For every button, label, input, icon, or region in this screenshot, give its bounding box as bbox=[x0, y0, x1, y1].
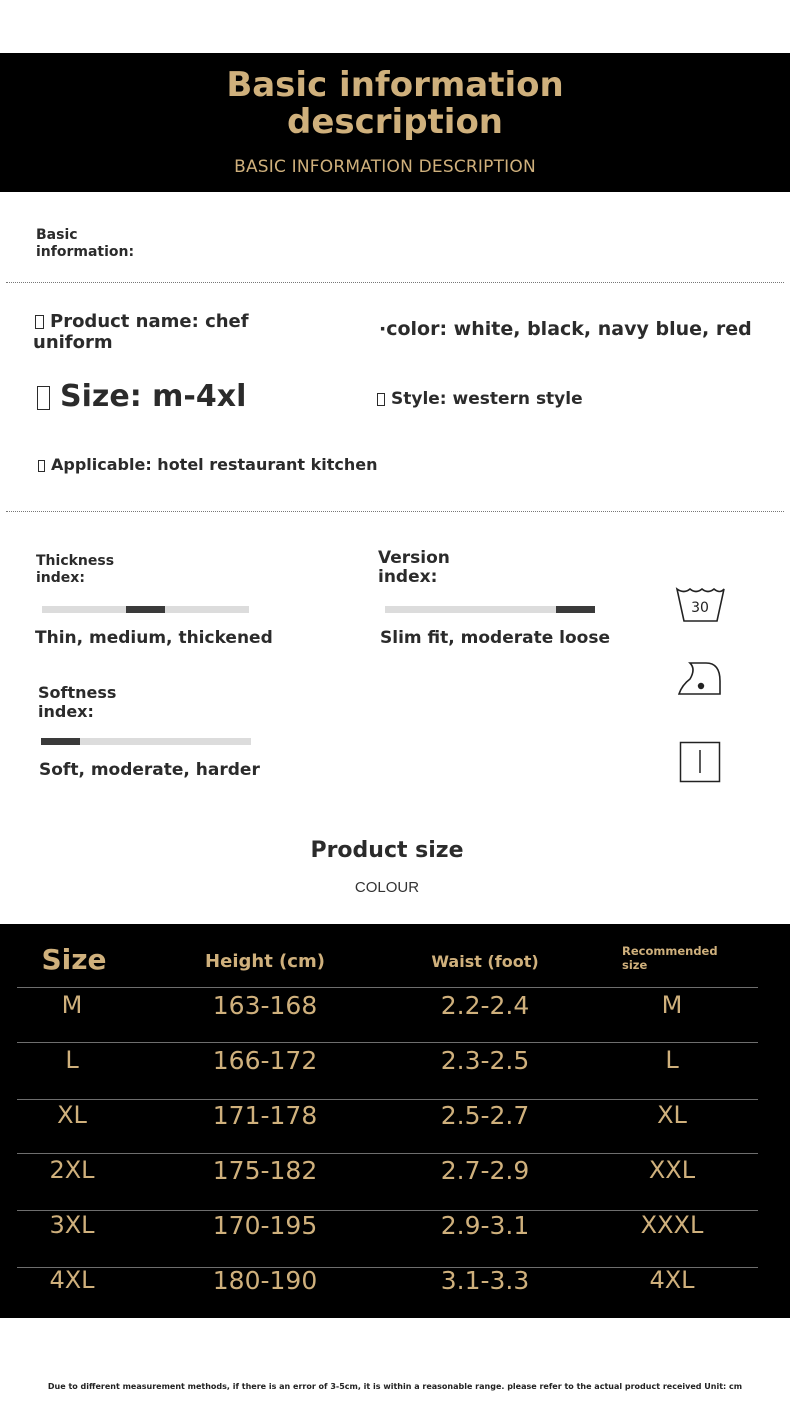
product-name-line1: Product name: chef bbox=[50, 311, 249, 332]
cell-height: 166-172 bbox=[212, 1046, 318, 1075]
header-recommended-line2: size bbox=[622, 958, 648, 972]
bullet-box-icon bbox=[38, 460, 45, 472]
cell-size: L bbox=[65, 1046, 79, 1074]
basic-info-label-line1: Basic bbox=[36, 227, 78, 243]
cell-height: 175-182 bbox=[212, 1156, 318, 1185]
thickness-index-label bbox=[36, 553, 114, 587]
bullet-box-icon bbox=[377, 393, 385, 406]
iron-low-icon bbox=[676, 659, 724, 697]
version-label-line1: Version bbox=[378, 548, 450, 568]
bullet-box-icon bbox=[37, 386, 50, 410]
wash-temperature: 30 bbox=[691, 600, 709, 616]
thickness-index-marker bbox=[126, 606, 165, 613]
cell-height: 170-195 bbox=[212, 1211, 318, 1240]
table-row-divider bbox=[17, 1153, 758, 1154]
header-height: Height (cm) bbox=[205, 951, 325, 972]
table-row-divider bbox=[17, 987, 758, 988]
product-size-range bbox=[37, 379, 246, 415]
table-row-divider bbox=[17, 1042, 758, 1043]
thickness-label-line2: index: bbox=[36, 570, 85, 586]
wash-30-icon bbox=[674, 585, 726, 625]
version-index-marker bbox=[556, 606, 595, 613]
softness-label-line1: Softness bbox=[38, 683, 117, 702]
softness-label-line2: index: bbox=[38, 702, 94, 721]
page-subtitle: BASIC INFORMATION DESCRIPTION bbox=[234, 157, 536, 177]
cell-height: 180-190 bbox=[212, 1266, 318, 1295]
cell-waist: 3.1-3.3 bbox=[440, 1266, 530, 1295]
cell-size: 2XL bbox=[49, 1156, 95, 1184]
title-line-1: Basic information bbox=[226, 65, 564, 105]
title-line-2: description bbox=[286, 102, 504, 142]
cell-size: M bbox=[61, 991, 83, 1019]
table-row-divider bbox=[17, 1099, 758, 1100]
product-applicable-text: Applicable: hotel restaurant kitchen bbox=[51, 455, 378, 474]
thickness-index-bar bbox=[42, 606, 249, 613]
footnote: Due to different measurement methods, if there is an error of 3-5cm, it is within a reasonable range. please refer to the actual product received Unit: cm bbox=[47, 1382, 743, 1391]
basic-info-label-line2: information: bbox=[36, 244, 135, 260]
softness-index-label bbox=[38, 683, 116, 721]
drip-dry-icon bbox=[679, 741, 722, 783]
cell-size: 4XL bbox=[49, 1266, 95, 1294]
cell-recommended: XXXL bbox=[640, 1211, 704, 1239]
header-recommended-line1: Recommended bbox=[622, 944, 718, 958]
version-index-label bbox=[378, 549, 450, 587]
cell-waist: 2.2-2.4 bbox=[440, 991, 530, 1020]
product-size-subtitle: COLOUR bbox=[354, 879, 420, 896]
cell-size: 3XL bbox=[49, 1211, 95, 1239]
size-table bbox=[0, 924, 790, 1318]
product-style-text: Style: western style bbox=[391, 389, 583, 409]
cell-size: XL bbox=[57, 1101, 87, 1129]
softness-index-bar bbox=[41, 738, 251, 745]
version-scale: Slim fit, moderate loose bbox=[380, 628, 610, 648]
cell-waist: 2.5-2.7 bbox=[440, 1101, 530, 1130]
cell-waist: 2.7-2.9 bbox=[440, 1156, 530, 1185]
thickness-label-line1: Thickness bbox=[36, 553, 115, 569]
cell-height: 163-168 bbox=[212, 991, 318, 1020]
product-color: ·color: white, black, navy blue, red bbox=[379, 318, 752, 340]
product-size-title: Product size bbox=[310, 838, 464, 863]
product-style bbox=[377, 389, 583, 409]
cell-recommended: 4XL bbox=[649, 1266, 695, 1294]
header-size: Size bbox=[41, 943, 107, 976]
header-recommended bbox=[622, 944, 718, 972]
cell-recommended: L bbox=[665, 1046, 679, 1074]
softness-scale: Soft, moderate, harder bbox=[39, 760, 260, 780]
product-applicable bbox=[38, 455, 378, 474]
basic-info-label bbox=[36, 227, 134, 261]
header-waist: Waist (foot) bbox=[431, 952, 539, 971]
product-size-text: Size: m-4xl bbox=[60, 379, 247, 414]
cell-height: 171-178 bbox=[212, 1101, 318, 1130]
header-banner bbox=[0, 53, 790, 192]
cell-recommended: M bbox=[661, 991, 683, 1019]
cell-waist: 2.9-3.1 bbox=[440, 1211, 530, 1240]
thickness-scale: Thin, medium, thickened bbox=[35, 628, 273, 648]
bullet-box-icon bbox=[35, 315, 44, 329]
cell-recommended: XXL bbox=[648, 1156, 696, 1184]
page-title bbox=[0, 67, 790, 141]
version-index-bar bbox=[385, 606, 595, 613]
cell-recommended: XL bbox=[657, 1101, 687, 1129]
cell-waist: 2.3-2.5 bbox=[440, 1046, 530, 1075]
divider bbox=[6, 511, 784, 512]
divider bbox=[6, 282, 784, 283]
version-label-line2: index: bbox=[378, 567, 438, 587]
softness-index-marker bbox=[41, 738, 80, 745]
product-name bbox=[33, 311, 249, 353]
product-name-line2: uniform bbox=[33, 332, 113, 353]
